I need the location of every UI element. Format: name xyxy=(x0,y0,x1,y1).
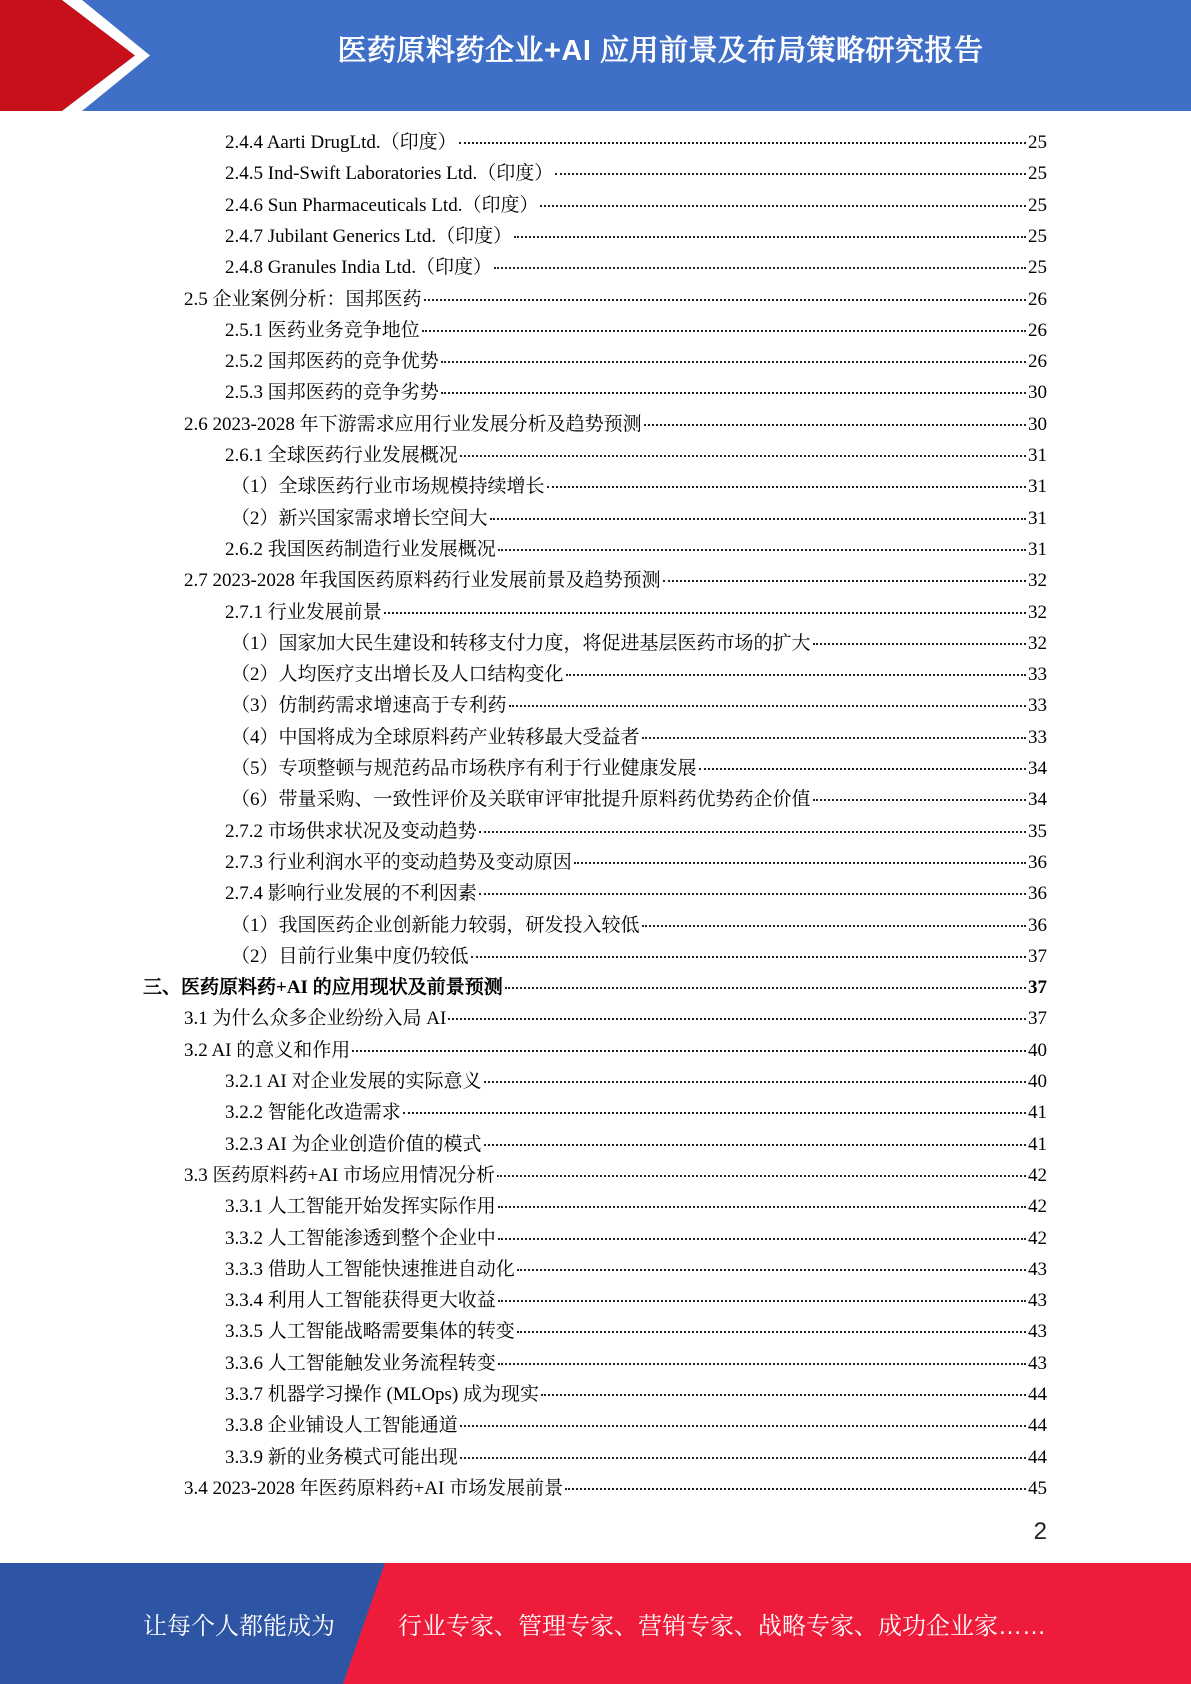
toc-entry-page: 45 xyxy=(1028,1477,1047,1499)
toc-entry-page: 43 xyxy=(1028,1352,1047,1374)
toc-entry-page: 31 xyxy=(1028,445,1047,466)
toc-entry[interactable] xyxy=(225,1066,1047,1097)
toc-leader-dots xyxy=(494,267,1026,269)
toc-entry-page: 44 xyxy=(1028,1415,1047,1437)
toc-leader-dots xyxy=(505,987,1026,989)
toc-entry-title: 3.3.4 利用人工智能获得更大收益 xyxy=(225,1290,496,1312)
toc-entry-title: 2.6.2 我国医药制造行业发展概况 xyxy=(225,538,496,560)
toc-leader-dots xyxy=(517,1269,1026,1271)
toc-entry[interactable] xyxy=(231,722,1047,753)
toc-entry-page: 41 xyxy=(1028,1102,1047,1124)
toc-entry-title: 2.7.3 行业利润水平的变动趋势及变动原因 xyxy=(225,851,572,873)
toc-entry[interactable] xyxy=(225,315,1047,346)
toc-leader-dots xyxy=(642,737,1026,739)
toc-entry-page: 34 xyxy=(1028,789,1047,811)
toc-entry[interactable] xyxy=(225,1442,1047,1473)
toc-entry-title: 2.4.5 Ind-Swift Laboratories Ltd.（印度） xyxy=(225,163,554,185)
header-arrow-decoration xyxy=(0,0,150,111)
toc-entry-title: 三、医药原料药+AI 的应用现状及前景预测 xyxy=(143,977,503,999)
toc-entry-title: 2.5.3 国邦医药的竞争劣势 xyxy=(225,382,439,404)
toc-entry-title: 3.3.2 人工智能渗透到整个企业中 xyxy=(225,1227,496,1249)
toc-leader-dots xyxy=(448,1018,1026,1020)
toc-leader-dots xyxy=(484,1144,1026,1146)
toc-entry[interactable] xyxy=(231,690,1047,721)
toc-leader-dots xyxy=(813,643,1026,645)
toc-entry-title: 3.4 2023-2028 年医药原料药+AI 市场发展前景 xyxy=(184,1477,564,1499)
toc-entry[interactable] xyxy=(231,628,1047,659)
toc-entry[interactable] xyxy=(225,440,1047,471)
toc-entry[interactable] xyxy=(225,1129,1047,1160)
toc-leader-dots xyxy=(574,862,1026,864)
toc-entry-title: 3.2 AI 的意义和作用 xyxy=(184,1039,351,1061)
toc-entry-page: 37 xyxy=(1028,1008,1047,1030)
toc-leader-dots xyxy=(484,1081,1026,1083)
toc-entry[interactable] xyxy=(225,1191,1047,1222)
toc-leader-dots xyxy=(566,674,1026,676)
toc-entry-title: （4）中国将成为全球原料药产业转移最大受益者 xyxy=(231,726,640,748)
toc-leader-dots xyxy=(498,1206,1026,1208)
toc-leader-dots xyxy=(498,549,1026,551)
toc-entry-page: 31 xyxy=(1028,507,1047,529)
toc-entry-page: 31 xyxy=(1028,538,1047,560)
toc-entry-title: （2）人均医疗支出增长及人口结构变化 xyxy=(231,664,564,686)
toc-leader-dots xyxy=(813,799,1026,801)
toc-entry-page: 37 xyxy=(1028,945,1047,967)
toc-entry[interactable] xyxy=(184,1160,1047,1191)
toc-entry-page: 43 xyxy=(1028,1258,1047,1280)
toc-entry[interactable] xyxy=(231,941,1047,972)
toc-entry-page: 25 xyxy=(1028,132,1047,153)
toc-entry[interactable] xyxy=(225,1316,1047,1347)
toc-entry-page: 33 xyxy=(1028,726,1047,748)
toc-entry-title: 2.4.4 Aarti DrugLtd.（印度） xyxy=(225,132,457,153)
toc-entry-page: 43 xyxy=(1028,1290,1047,1312)
toc-entry-page: 25 xyxy=(1028,163,1047,185)
toc-entry[interactable] xyxy=(184,1035,1047,1066)
toc-entry[interactable] xyxy=(225,1348,1047,1379)
toc-entry[interactable] xyxy=(225,1379,1047,1410)
toc-entry-title: （3）仿制药需求增速高于专利药 xyxy=(231,695,507,717)
toc-entry-title: 2.4.8 Granules India Ltd.（印度） xyxy=(225,257,493,279)
toc-entry-page: 32 xyxy=(1028,570,1047,592)
toc-entry[interactable] xyxy=(225,847,1047,878)
toc-entry-title: 2.7.2 市场供求状况及变动趋势 xyxy=(225,820,477,842)
toc-entry-title: （1）我国医药企业创新能力较弱，研发投入较低 xyxy=(231,914,640,936)
toc-entry-page: 33 xyxy=(1028,695,1047,717)
footer-slogan-right: 行业专家、管理专家、营销专家、战略专家、成功企业家…… xyxy=(398,1613,1046,1640)
toc-entry-title: 2.4.7 Jubilant Generics Ltd.（印度） xyxy=(225,225,513,247)
toc-entry-page: 42 xyxy=(1028,1196,1047,1218)
toc-entry-title: 2.6.1 全球医药行业发展概况 xyxy=(225,445,458,466)
toc-leader-dots xyxy=(424,299,1026,301)
toc-entry-title: （2）新兴国家需求增长空间大 xyxy=(231,507,488,529)
toc-entry[interactable] xyxy=(225,1410,1047,1441)
toc-leader-dots xyxy=(471,956,1026,958)
toc-leader-dots xyxy=(441,392,1026,394)
toc-entry-page: 25 xyxy=(1028,225,1047,247)
toc-entry-page: 42 xyxy=(1028,1227,1047,1249)
toc-leader-dots xyxy=(540,205,1026,207)
toc-entry-title: 3.2.2 智能化改造需求 xyxy=(225,1102,401,1124)
report-title: 医药原料药企业+AI 应用前景及布局策略研究报告 xyxy=(337,35,984,67)
footer-slogan-left: 让每个人都能成为 xyxy=(143,1613,335,1640)
toc-entry-title: 3.2.1 AI 对企业发展的实际意义 xyxy=(225,1071,482,1092)
toc-entry-page: 42 xyxy=(1028,1164,1047,1186)
toc-leader-dots xyxy=(422,330,1026,332)
toc-entry-page: 30 xyxy=(1028,382,1047,404)
toc-entry-title: 2.7.4 影响行业发展的不利因素 xyxy=(225,883,477,905)
toc-entry-title: 2.5 企业案例分析：国邦医药 xyxy=(184,288,422,310)
toc-entry-page: 26 xyxy=(1028,351,1047,373)
toc-entry-page: 36 xyxy=(1028,851,1047,873)
toc-entry-title: （2）目前行业集中度仍较低 xyxy=(231,945,469,967)
toc-entry-title: 3.3.9 新的业务模式可能出现 xyxy=(225,1446,458,1468)
toc-leader-dots xyxy=(642,925,1026,927)
toc-entry-page: 36 xyxy=(1028,914,1047,936)
toc-leader-dots xyxy=(547,486,1026,488)
toc-leader-dots xyxy=(509,705,1026,707)
toc-entry-page: 26 xyxy=(1028,319,1047,341)
toc-entry-page: 41 xyxy=(1028,1133,1047,1155)
toc-entry-title: （6）带量采购、一致性评价及关联审评审批提升原料药优势药企价值 xyxy=(231,789,811,811)
toc-leader-dots xyxy=(497,1175,1026,1177)
toc-leader-dots xyxy=(517,1331,1026,1333)
toc-entry-page: 35 xyxy=(1028,820,1047,842)
toc-entry[interactable] xyxy=(143,972,1047,1003)
toc-entry-title: （1）国家加大民生建设和转移支付力度，将促进基层医药市场的扩大 xyxy=(231,632,811,654)
toc-entry-title: （1）全球医药行业市场规模持续增长 xyxy=(231,476,545,498)
page-footer xyxy=(0,1563,1191,1684)
toc-entry-title: 3.3.8 企业铺设人工智能通道 xyxy=(225,1415,458,1437)
toc-leader-dots xyxy=(479,831,1026,833)
toc-entry[interactable] xyxy=(225,346,1047,377)
toc-entry-page: 40 xyxy=(1028,1039,1047,1061)
toc-leader-dots xyxy=(644,424,1026,426)
toc-entry[interactable] xyxy=(225,252,1047,283)
toc-entry-page: 43 xyxy=(1028,1321,1047,1343)
toc-entry-page: 32 xyxy=(1028,601,1047,623)
toc-entry-title: 3.2.3 AI 为企业创造价值的模式 xyxy=(225,1133,482,1155)
page-number: 2 xyxy=(1033,1518,1047,1545)
toc-leader-dots xyxy=(384,612,1026,614)
toc-leader-dots xyxy=(490,518,1026,520)
toc-entry-page: 33 xyxy=(1028,664,1047,686)
toc-entry[interactable] xyxy=(231,753,1047,784)
toc-entry-title: 3.3 医药原料药+AI 市场应用情况分析 xyxy=(184,1164,496,1186)
toc-entry-page: 40 xyxy=(1028,1071,1047,1092)
toc-entry-title: 2.7 2023-2028 年我国医药原料药行业发展前景及趋势预测 xyxy=(184,570,661,592)
toc-entry[interactable] xyxy=(231,910,1047,941)
toc-leader-dots xyxy=(352,1050,1026,1052)
toc-leader-dots xyxy=(699,768,1026,770)
toc-entry-title: 3.3.3 借助人工智能快速推进自动化 xyxy=(225,1258,515,1280)
toc-leader-dots xyxy=(514,236,1026,238)
toc-entry[interactable] xyxy=(225,1223,1047,1254)
toc-entry-page: 31 xyxy=(1028,476,1047,498)
toc-leader-dots xyxy=(498,1363,1026,1365)
toc-entry[interactable] xyxy=(225,878,1047,909)
toc-leader-dots xyxy=(403,1112,1026,1114)
toc-entry[interactable] xyxy=(225,816,1047,847)
toc-entry[interactable] xyxy=(231,471,1047,502)
toc-entry-page: 36 xyxy=(1028,883,1047,905)
page-header xyxy=(0,0,1191,111)
toc-entry[interactable] xyxy=(225,534,1047,565)
toc-entry-title: 2.5.2 国邦医药的竞争优势 xyxy=(225,351,439,373)
toc-entry[interactable] xyxy=(225,377,1047,408)
toc-entry-title: 2.4.6 Sun Pharmaceuticals Ltd.（印度） xyxy=(225,194,539,216)
toc-leader-dots xyxy=(498,1300,1026,1302)
toc-leader-dots xyxy=(460,455,1026,457)
toc-entry[interactable] xyxy=(184,1473,1047,1504)
toc-leader-dots xyxy=(555,173,1026,175)
toc-entry-page: 37 xyxy=(1028,977,1047,999)
toc-entry-title: 2.6 2023-2028 年下游需求应用行业发展分析及趋势预测 xyxy=(184,413,642,435)
toc-entry[interactable] xyxy=(231,659,1047,690)
toc-entry-page: 30 xyxy=(1028,413,1047,435)
toc-entry-page: 25 xyxy=(1028,257,1047,279)
toc-entry-page: 44 xyxy=(1028,1446,1047,1468)
toc-leader-dots xyxy=(460,1425,1026,1427)
toc-entry-page: 26 xyxy=(1028,288,1047,310)
toc-leader-dots xyxy=(460,1457,1026,1459)
toc-entry[interactable] xyxy=(225,1285,1047,1316)
toc-entry-title: 2.7.1 行业发展前景 xyxy=(225,601,382,623)
toc-leader-dots xyxy=(459,142,1026,144)
toc-entry[interactable] xyxy=(184,409,1047,440)
toc-entry-title: 3.1 为什么众多企业纷纷入局 AI xyxy=(184,1008,447,1030)
toc-entry[interactable] xyxy=(231,503,1047,534)
toc-entry[interactable] xyxy=(231,784,1047,815)
toc-leader-dots xyxy=(541,1394,1026,1396)
toc-entry-title: 3.3.7 机器学习操作 (MLOps) 成为现实 xyxy=(225,1384,540,1405)
toc-entry-title: 3.3.5 人工智能战略需要集体的转变 xyxy=(225,1321,515,1343)
toc-entry[interactable] xyxy=(225,190,1047,221)
toc-entry-title: 2.5.1 医药业务竞争地位 xyxy=(225,319,420,341)
toc-entry[interactable] xyxy=(225,1254,1047,1285)
toc-entry-page: 44 xyxy=(1028,1384,1047,1405)
toc-leader-dots xyxy=(498,1238,1026,1240)
toc-entry-page: 34 xyxy=(1028,758,1047,779)
toc-entry[interactable] xyxy=(225,158,1047,189)
toc-entry[interactable] xyxy=(225,127,1047,158)
toc-leader-dots xyxy=(441,361,1026,363)
toc-entry-title: （5）专项整顿与规范药品市场秩序有利于行业健康发展 xyxy=(231,758,697,779)
toc-leader-dots xyxy=(663,580,1026,582)
toc-entry-title: 3.3.6 人工智能触发业务流程转变 xyxy=(225,1352,496,1374)
toc-leader-dots xyxy=(565,1488,1026,1490)
toc-entry[interactable] xyxy=(184,565,1047,596)
toc-leader-dots xyxy=(479,893,1026,895)
toc-entry[interactable] xyxy=(225,221,1047,252)
toc-entry-page: 25 xyxy=(1028,194,1047,216)
toc-entry-page: 32 xyxy=(1028,632,1047,654)
toc-entry-title: 3.3.1 人工智能开始发挥实际作用 xyxy=(225,1196,496,1218)
toc-entry[interactable] xyxy=(225,1097,1047,1128)
toc-entry[interactable] xyxy=(184,284,1047,315)
toc-entry[interactable] xyxy=(225,597,1047,628)
toc-entry[interactable] xyxy=(184,1003,1047,1034)
